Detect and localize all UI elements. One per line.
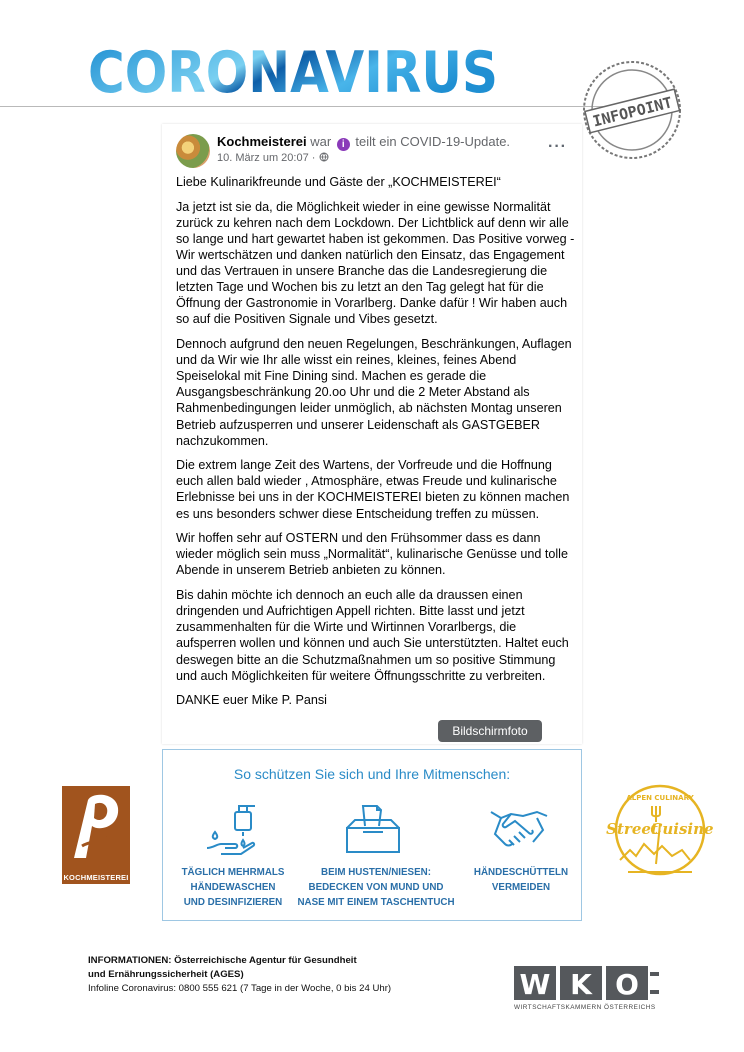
post-date-text: 10. März um 20:07 · <box>217 152 316 164</box>
label-line: HÄNDEWASCHEN <box>190 882 276 893</box>
kochmeisterei-p-icon <box>62 786 130 870</box>
post-paragraph: Liebe Kulinarikfreunde und Gäste der „KOCHMEISTEREI“ <box>176 175 501 189</box>
label-line: HÄNDESCHÜTTELN <box>473 867 569 878</box>
footer-line-2: und Ernährungssicherheit (AGES) <box>88 969 244 980</box>
kochmeisterei-logo-text: KOCHMEISTEREI <box>63 873 129 882</box>
infopoint-stamp <box>580 58 684 162</box>
svg-text:Street: Street <box>606 820 658 838</box>
wko-subtitle: WIRTSCHAFTSKAMMERN ÖSTERREICHS <box>514 1004 656 1011</box>
label-line: NASE MIT EINEM TASCHENTUCH <box>297 897 455 908</box>
footer-hotline: Infoline Coronavirus: 0800 555 621 (7 Tage in der Woche, 0 bis 24 Uhr) <box>88 983 392 994</box>
tissue-box-icon <box>343 802 403 856</box>
hygiene-box <box>162 749 582 921</box>
svg-text:Cuisine: Cuisine <box>650 820 714 838</box>
coronavirus-title <box>88 38 508 106</box>
label-line: TÄGLICH MEHRMALS <box>181 867 285 878</box>
svg-text:INFOPOINT: INFOPOINT <box>590 93 675 131</box>
post-signature: DANKE euer Mike P. Pansi <box>176 693 327 708</box>
handshake-icon <box>489 802 549 856</box>
label-line: UND DESINFIZIEREN <box>183 897 283 908</box>
globe-icon <box>319 152 329 164</box>
svg-text:K: K <box>570 968 592 1001</box>
facebook-post <box>162 124 582 744</box>
avatar[interactable] <box>176 134 210 168</box>
screenshot-label: Bildschirmfoto <box>438 720 542 742</box>
post-body <box>176 174 576 717</box>
footer-agency: : Österreichische Agentur für Gesundheit <box>168 955 357 966</box>
post-paragraph: Die extrem lange Zeit des Wartens, der Vorfreude und die Hoffnung euch allen bald wieder , Atmosphäre, etwas Freude und kulinarische Erlebnisse bei uns in der KOCHMEISTEREI bieten zu können machen es uns besonders schwer diese Entscheidung treffen zu müssen. <box>176 458 570 521</box>
header-divider <box>0 106 605 107</box>
hygiene-label-tissue <box>292 865 460 910</box>
hygiene-label-handshake <box>447 865 595 895</box>
post-paragraph: Bis dahin möchte ich dennoch an euch alle da draussen einen dringenden und Aufrichtigen Appell richten. Bitte lasst und jetzt zusammenhalten für die Wirte und Wirtinnen Vorarlbergs, die aufsperren wollen und können und auch Sie unterstützten. Haltet euch deswegen bitte an die Schutzmaßnahmen um so positive Stimmung und auch Möglichkeiten für weitere Öffnungsschritte zu verbreiten. <box>176 588 569 683</box>
footer-info <box>88 954 478 996</box>
status-prefix: war <box>310 134 332 149</box>
hygiene-label-handwashing <box>158 865 308 910</box>
post-author-line <box>217 134 510 151</box>
info-icon: i <box>337 138 350 151</box>
svg-text:ALPEN CULINARY: ALPEN CULINARY <box>626 794 694 802</box>
hygiene-title: So schützen Sie sich und Ihre Mitmenschen: <box>233 766 511 782</box>
post-paragraph: Wir hoffen sehr auf OSTERN und den Frühsommer dass es dann wieder möglich sein muss „Normalität“, kulinarische Genüsse und tolle Abende in unserem Betrieb anbieten zu können. <box>176 531 568 578</box>
status-text: teilt ein COVID-19-Update. <box>355 134 511 149</box>
footer-heading: INFORMATIONEN <box>88 955 169 966</box>
label-line: VERMEIDEN <box>491 882 551 893</box>
post-paragraph: Dennoch aufgrund den neuen Regelungen, Beschränkungen, Auflagen und da Wir wie Ihr alle wisst ein reines, kleines, feines Abend Speiselokal mit Fine Dining sind. Machen es gerade die Ausgangsbeschränkung 20.oo Uhr und die 2 Meter Abstand als Rahmenbedingungen leider unmöglich, ab nächsten Montag unseren Betrieb aufzusperren und unserer Leidenschaft als GASTGEBER nachzukommen. <box>176 337 572 448</box>
svg-text:O: O <box>615 968 639 1001</box>
post-paragraph: Ja jetzt ist sie da, die Möglichkeit wieder in eine gewisse Normalität zurück zu kehren nach dem Lockdown. Der Lichtblick auf denn wir alle so lange und hart gewartet haben ist gekommen. Das Positive vorweg - Wir wertschätzen und danken natürlich den Einsatz, das Engagement und das Vertrauen in unsere Branche das die Landesregierung die letzten Tage und Wochen bis zu letzt an den Tag gelegt hat für die Öffnung der Gastronomie in Vorarlberg. Danke dafür ! Wir haben auch so auf die Positiven Signale und Vibes gesetzt. <box>176 199 575 327</box>
svg-text:W: W <box>519 968 551 1001</box>
footer-line-1 <box>88 954 478 968</box>
svg-text:CORONAVIRUS: CORONAVIRUS <box>88 40 498 106</box>
label-line: BEIM HUSTEN/NIESEN: <box>321 867 431 878</box>
street-cuisine-logo <box>604 780 716 884</box>
hand-washing-icon <box>203 802 263 856</box>
label-line: BEDECKEN VON MUND UND <box>308 882 444 893</box>
more-dots-icon[interactable]: ··· <box>548 138 567 155</box>
author-name[interactable]: Kochmeisterei <box>217 134 307 149</box>
kochmeisterei-logo <box>62 786 130 884</box>
post-date[interactable] <box>217 152 329 164</box>
